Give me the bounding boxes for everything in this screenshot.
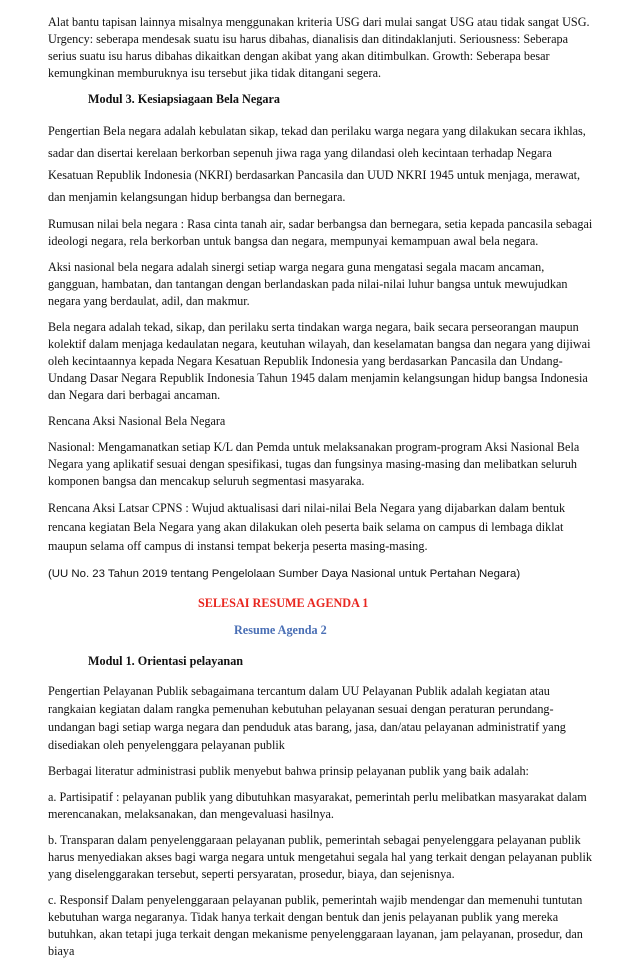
nasional-paragraph: Nasional: Mengamanatkan setiap K/L dan Pemda untuk melaksanakan program-program Aksi Nasional Bela Negara yang aplikatif sesuai dengan spesifikasi, tugas dan fungsinya masing-masing dan melibatkan seluruh komponen bangsa dan mencakup seluruh segmentasi masyaraka. — [48, 440, 580, 488]
aksi-nasional-paragraph: Aksi nasional bela negara adalah sinergi setiap warga negara guna mengatasi segala macam ancaman, gangguan, hambatan, dan tantangan dengan berlandaskan pada nilai-nilai luhur bangsa untuk mewujudkan negara yang berdaulat, adil, dan makmur. — [48, 260, 568, 308]
latsar-paragraph: Rencana Aksi Latsar CPNS : Wujud aktualisasi dari nilai-nilai Bela Negara yang dijabarkan dalam bentuk rencana kegiatan Bela Negara yang akan dilakukan oleh peserta baik selama on campus di lembaga diklat maupun selama off campus di instansi tempat bekerja peserta masing-masing. — [48, 501, 566, 553]
uu-reference: (UU No. 23 Tahun 2019 tentang Pengelolaan Sumber Daya Nasional untuk Pertahan Negara) — [48, 568, 521, 580]
rencana-title: Rencana Aksi Nasional Bela Negara — [48, 414, 226, 428]
pengertian-pelayanan-paragraph: Pengertian Pelayanan Publik sebagaimana tercantum dalam UU Pelayanan Publik adalah kegiatan atau rangkaian kegiatan dalam rangka pemenuhan kebutuhan pelayanan sesuai dengan peraturan perundang-undangan bagi setiap warga negara dan penduduk atas barang, jasa, dan/atau pelayanan administratif yang disediakan oleh penyelenggara pelayanan publik — [48, 684, 566, 752]
list-item-a: a. Partisipatif : pelayanan publik yang dibutuhkan masyarakat, pemerintah perlu melibatkan masyarakat dalam merencanakan, melaksanakan, dan mengevaluasi hasilnya. — [48, 790, 587, 821]
resume-agenda-2-heading: Resume Agenda 2 — [234, 623, 327, 637]
list-item-c: c. Responsif Dalam penyelenggaraan pelayanan publik, pemerintah wajib mendengar dan memenuhi tuntutan kebutuhan warga negaranya. Tidak hanya terkait dengan bentuk dan jenis pelayanan publik yang mereka butuhkan, akan tetapi juga terkait dengan mekanisme penyelenggaraan layanan, jam pelayanan, prosedur, dan biaya — [48, 893, 583, 958]
pengertian-bela-negara-paragraph: Pengertian Bela negara adalah kebulatan sikap, tekad dan perilaku warga negara yang dilakukan secara ikhlas, sadar dan disertai kerelaan berkorban sepenuh jiwa raga yang dilandasi oleh kecintaan terhadap Negara Kesatuan Republik Indonesia (NKRI) berdasarkan Pancasila dan UUD NKRI 1945 untuk menjaga, merawat, dan menjamin kelangsungan hidup berbangsa dan bernegara. — [48, 124, 586, 204]
intro-paragraph: Alat bantu tapisan lainnya misalnya menggunakan kriteria USG dari mulai sangat USG atau tidak sangat USG. Urgency: seberapa mendesak suatu isu harus dibahas, dianalisis dan ditindaklanjuti. Seriousness: Seberapa serius suatu isu harus dibahas dikaitkan dengan akibat yang akan ditimbulkan. Growth: Seberapa besar kemungkinan memburuknya isu tersebut jika tidak ditangani segera. — [48, 15, 590, 80]
literatur-paragraph: Berbagai literatur administrasi publik menyebut bahwa prinsip pelayanan publik yang baik adalah: — [48, 764, 529, 778]
selesai-heading: SELESAI RESUME AGENDA 1 — [198, 596, 369, 610]
rumusan-paragraph: Rumusan nilai bela negara : Rasa cinta tanah air, sadar berbangsa dan bernegara, setia kepada pancasila sebagai ideologi negara, rela berkorban untuk bangsa dan negara, mempunyai kemampuan awal bela negara. — [48, 217, 593, 248]
bela-negara-paragraph: Bela negara adalah tekad, sikap, dan perilaku serta tindakan warga negara, baik secara perseorangan maupun kolektif dalam menjaga kedaulatan negara, keutuhan wilayah, dan keselamatan bangsa dan negara yang dijiwai oleh kecintaannya kepada Negara Kesatuan Republik Indonesia yang berdasarkan Pancasila dan Undang-Undang Dasar Negara Republik Indonesia Tahun 1945 dalam menjamin kelangsungan hidup bangsa Indonesia dan Negara dari berbagai ancaman. — [48, 320, 591, 402]
modul1-heading: Modul 1. Orientasi pelayanan — [88, 654, 244, 668]
list-item-b: b. Transparan dalam penyelenggaraan pelayanan publik, pemerintah sebagai penyelenggara pelayanan publik harus menyediakan akses bagi warga negara untuk mengetahui segala hal yang terkait dengan pelayanan publik yang diselenggarakan tersebut, seperti persyaratan, prosedur, biaya, dan sejenisnya. — [48, 833, 592, 881]
modul3-heading: Modul 3. Kesiapsiagaan Bela Negara — [88, 92, 280, 106]
